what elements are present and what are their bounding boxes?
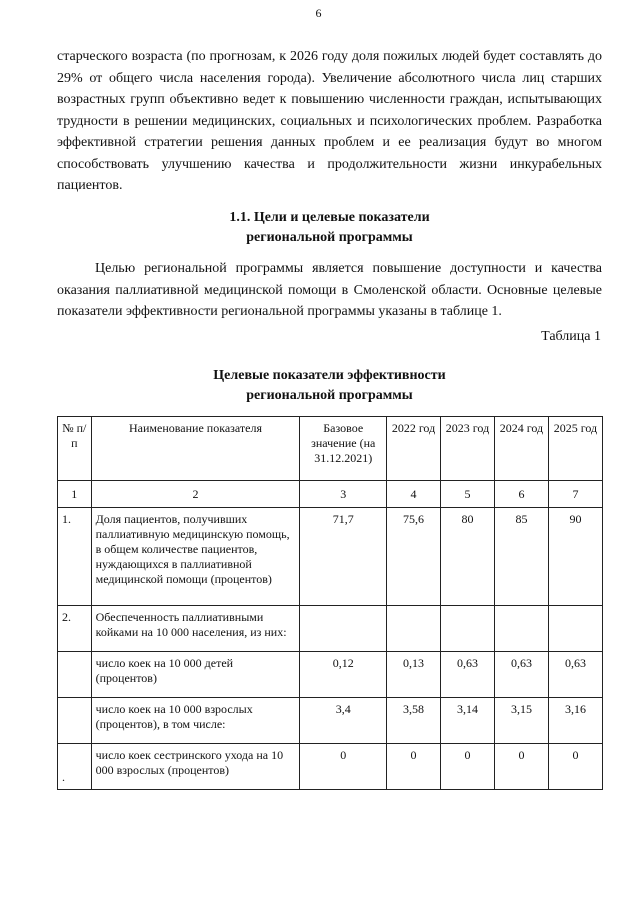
section-heading bbox=[57, 208, 602, 248]
table-header-row bbox=[58, 417, 603, 481]
header-name: Наименование показателя bbox=[91, 417, 300, 481]
section-heading-line1: 1.1. Цели и целевые показатели bbox=[229, 210, 430, 225]
column-number-row bbox=[58, 481, 603, 508]
table-row bbox=[58, 606, 603, 652]
header-2025: 2025 год bbox=[548, 417, 602, 481]
table-label: Таблица 1 bbox=[541, 329, 601, 344]
row-2022: 75,6 bbox=[387, 508, 441, 606]
row-2025: 0 bbox=[548, 744, 602, 790]
page-number: 6 bbox=[315, 6, 322, 20]
row-base: 0 bbox=[300, 744, 387, 790]
row-2024: 85 bbox=[494, 508, 548, 606]
row-2023 bbox=[441, 606, 495, 652]
row-2025 bbox=[548, 606, 602, 652]
header-2024: 2024 год bbox=[494, 417, 548, 481]
row-num: . bbox=[58, 744, 92, 790]
row-2023: 0,63 bbox=[441, 652, 495, 698]
row-num: 2. bbox=[58, 606, 92, 652]
goal-paragraph: Целью региональной программы является повышение доступности и качества оказания паллиативной медицинской помощи в Смоленской области. Основные целевые показатели эффективности региональной программы указаны в таблице 1. bbox=[57, 261, 602, 319]
row-name: Доля пациентов, получивших паллиативную медицинскую помощь, в общем количестве пациентов, нуждающихся в паллиативной медицинской помощи (процентов) bbox=[91, 508, 300, 606]
intro-paragraph: старческого возраста (по прогнозам, к 2026 году доля пожилых людей будет составлять до 29% от общего числа населения города). Увеличение абсолютного числа лиц старших возрастных групп объективно ведет к повышению численности граждан, испытывающих трудности в решении медицинских, социальных и психологических проблем. Разработка эффективной стратегии решения данных проблем и ее реализация будут во многом способствовать улучшению качества и продолжительности жизни инкурабельных пациентов. bbox=[57, 49, 602, 193]
row-base: 0,12 bbox=[300, 652, 387, 698]
row-base: 3,4 bbox=[300, 698, 387, 744]
table-row bbox=[58, 508, 603, 606]
row-2025: 3,16 bbox=[548, 698, 602, 744]
column-number: 5 bbox=[441, 481, 495, 508]
row-num bbox=[58, 698, 92, 744]
row-name: число коек сестринского ухода на 10 000 взрослых (процентов) bbox=[91, 744, 300, 790]
row-2022 bbox=[387, 606, 441, 652]
row-2025: 90 bbox=[548, 508, 602, 606]
row-base bbox=[300, 606, 387, 652]
section-heading-line2: региональной программы bbox=[246, 230, 413, 245]
row-2022: 0,13 bbox=[387, 652, 441, 698]
row-2024: 0,63 bbox=[494, 652, 548, 698]
header-num: № п/п bbox=[58, 417, 92, 481]
table-title-line2: региональной программы bbox=[246, 388, 413, 403]
row-base: 71,7 bbox=[300, 508, 387, 606]
column-number: 7 bbox=[548, 481, 602, 508]
table-title bbox=[57, 366, 602, 406]
row-2023: 80 bbox=[441, 508, 495, 606]
column-number: 3 bbox=[300, 481, 387, 508]
row-2022: 0 bbox=[387, 744, 441, 790]
row-2024: 3,15 bbox=[494, 698, 548, 744]
row-num: 1. bbox=[58, 508, 92, 606]
row-name: число коек на 10 000 детей (процентов) bbox=[91, 652, 300, 698]
row-2024 bbox=[494, 606, 548, 652]
indicators-table bbox=[57, 416, 603, 790]
column-number: 6 bbox=[494, 481, 548, 508]
row-name: число коек на 10 000 взрослых (процентов), в том числе: bbox=[91, 698, 300, 744]
table-title-line1: Целевые показатели эффективности bbox=[213, 368, 446, 383]
column-number: 2 bbox=[91, 481, 300, 508]
table-row bbox=[58, 698, 603, 744]
row-2024: 0 bbox=[494, 744, 548, 790]
column-number: 4 bbox=[387, 481, 441, 508]
row-name: Обеспеченность паллиативными койками на 10 000 населения, из них: bbox=[91, 606, 300, 652]
row-2025: 0,63 bbox=[548, 652, 602, 698]
header-2023: 2023 год bbox=[441, 417, 495, 481]
row-2023: 0 bbox=[441, 744, 495, 790]
column-number: 1 bbox=[58, 481, 92, 508]
header-2022: 2022 год bbox=[387, 417, 441, 481]
row-num bbox=[58, 652, 92, 698]
table-row bbox=[58, 744, 603, 790]
row-2022: 3,58 bbox=[387, 698, 441, 744]
header-base: Базовое значение (на 31.12.2021) bbox=[300, 417, 387, 481]
row-2023: 3,14 bbox=[441, 698, 495, 744]
table-row bbox=[58, 652, 603, 698]
